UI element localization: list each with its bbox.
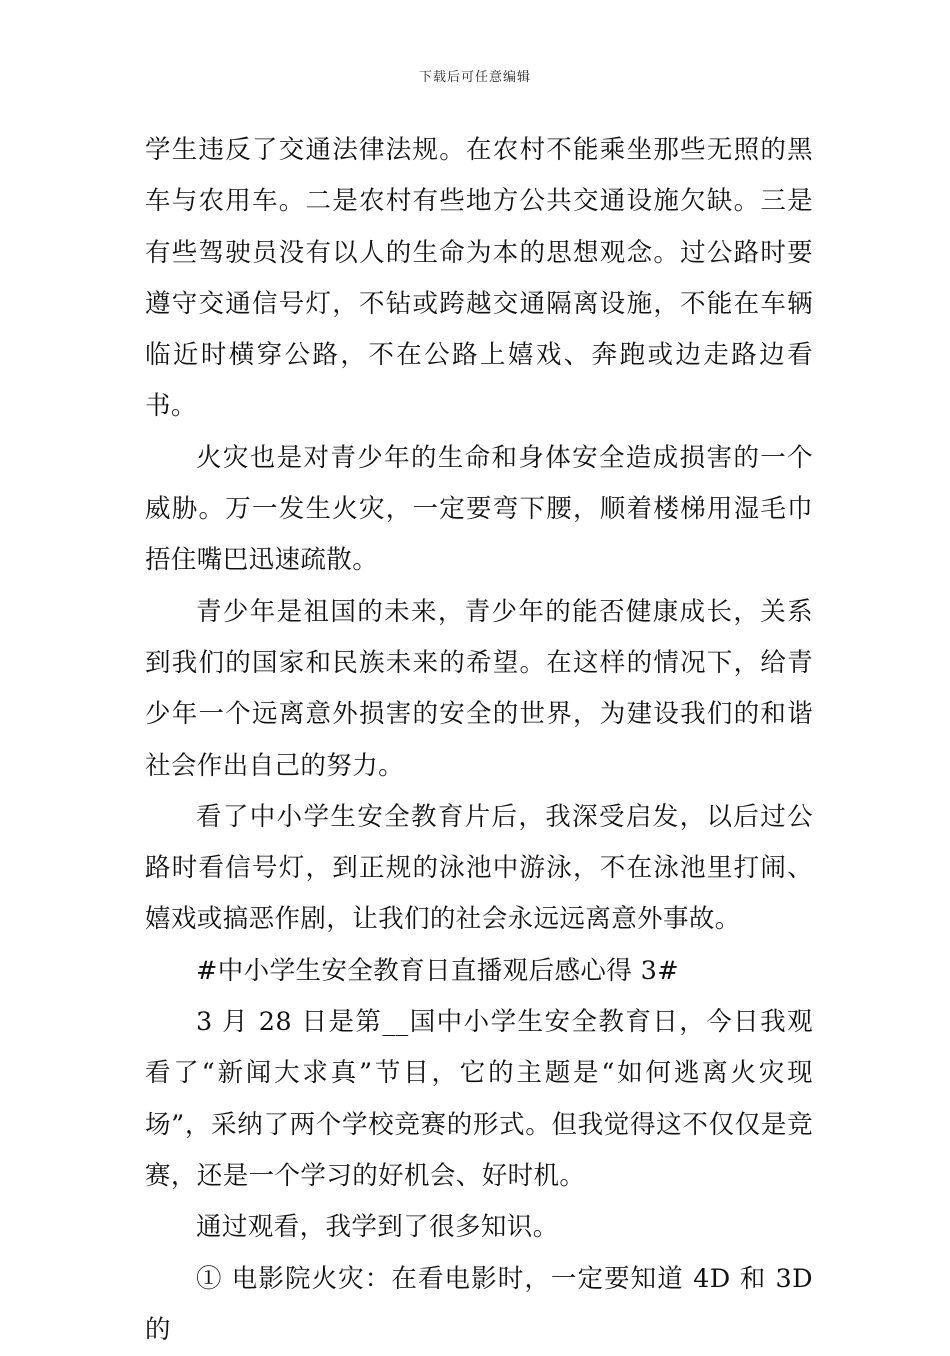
paragraph-inspiration: 看了中小学生安全教育片后，我深受启发，以后过公路时看信号灯，到正规的泳池中游泳，不在泳池里打闹、嬉戏或搞恶作剧，让我们的社会永远远离意外事故。	[145, 801, 813, 935]
document-body	[145, 125, 813, 1356]
paragraph-learned: 通过观看，我学到了很多知识。	[196, 1212, 559, 1243]
paragraph-youth-future: 青少年是祖国的未来，青少年的能否健康成长，关系到我们的国家和民族未来的希望。在这样的情况下，给青少年一个远离意外损害的安全的世界，为建设我们的和谐社会作出自己的努力。	[145, 596, 813, 781]
paragraph-education-day: 3 月 28 日是第__国中小学生安全教育日，今日我观看了“新闻大求真”节目，它的主题是“如何逃离火灾现场”，采纳了两个学校竞赛的形式。但我觉得这不仅仅是竞赛，还是一个学习的好机会、好时机。	[145, 1007, 813, 1191]
paragraph-cinema-fire: ① 电影院火灾：在看电影时，一定要知道 4D 和 3D 的	[145, 1263, 813, 1345]
section-heading: #中小学生安全教育日直播观后感心得 3#	[196, 955, 680, 986]
paragraph-traffic-safety: 学生违反了交通法律法规。在农村不能乘坐那些无照的黑车与农用车。二是农村有些地方公共交通设施欠缺。三是有些驾驶员没有以人的生命为本的思想观念。过公路时要遵守交通信号灯，不钻或跨越交通隔离设施，不能在车辆临近时横穿公路，不在公路上嬉戏、奔跑或边走路边看书。	[145, 135, 813, 422]
page-header: 下载后可任意编辑	[418, 70, 531, 85]
paragraph-fire-threat: 火灾也是对青少年的生命和身体安全造成损害的一个威胁。万一发生火灾，一定要弯下腰，顺着楼梯用湿毛巾捂住嘴巴迅速疏散。	[145, 442, 813, 576]
